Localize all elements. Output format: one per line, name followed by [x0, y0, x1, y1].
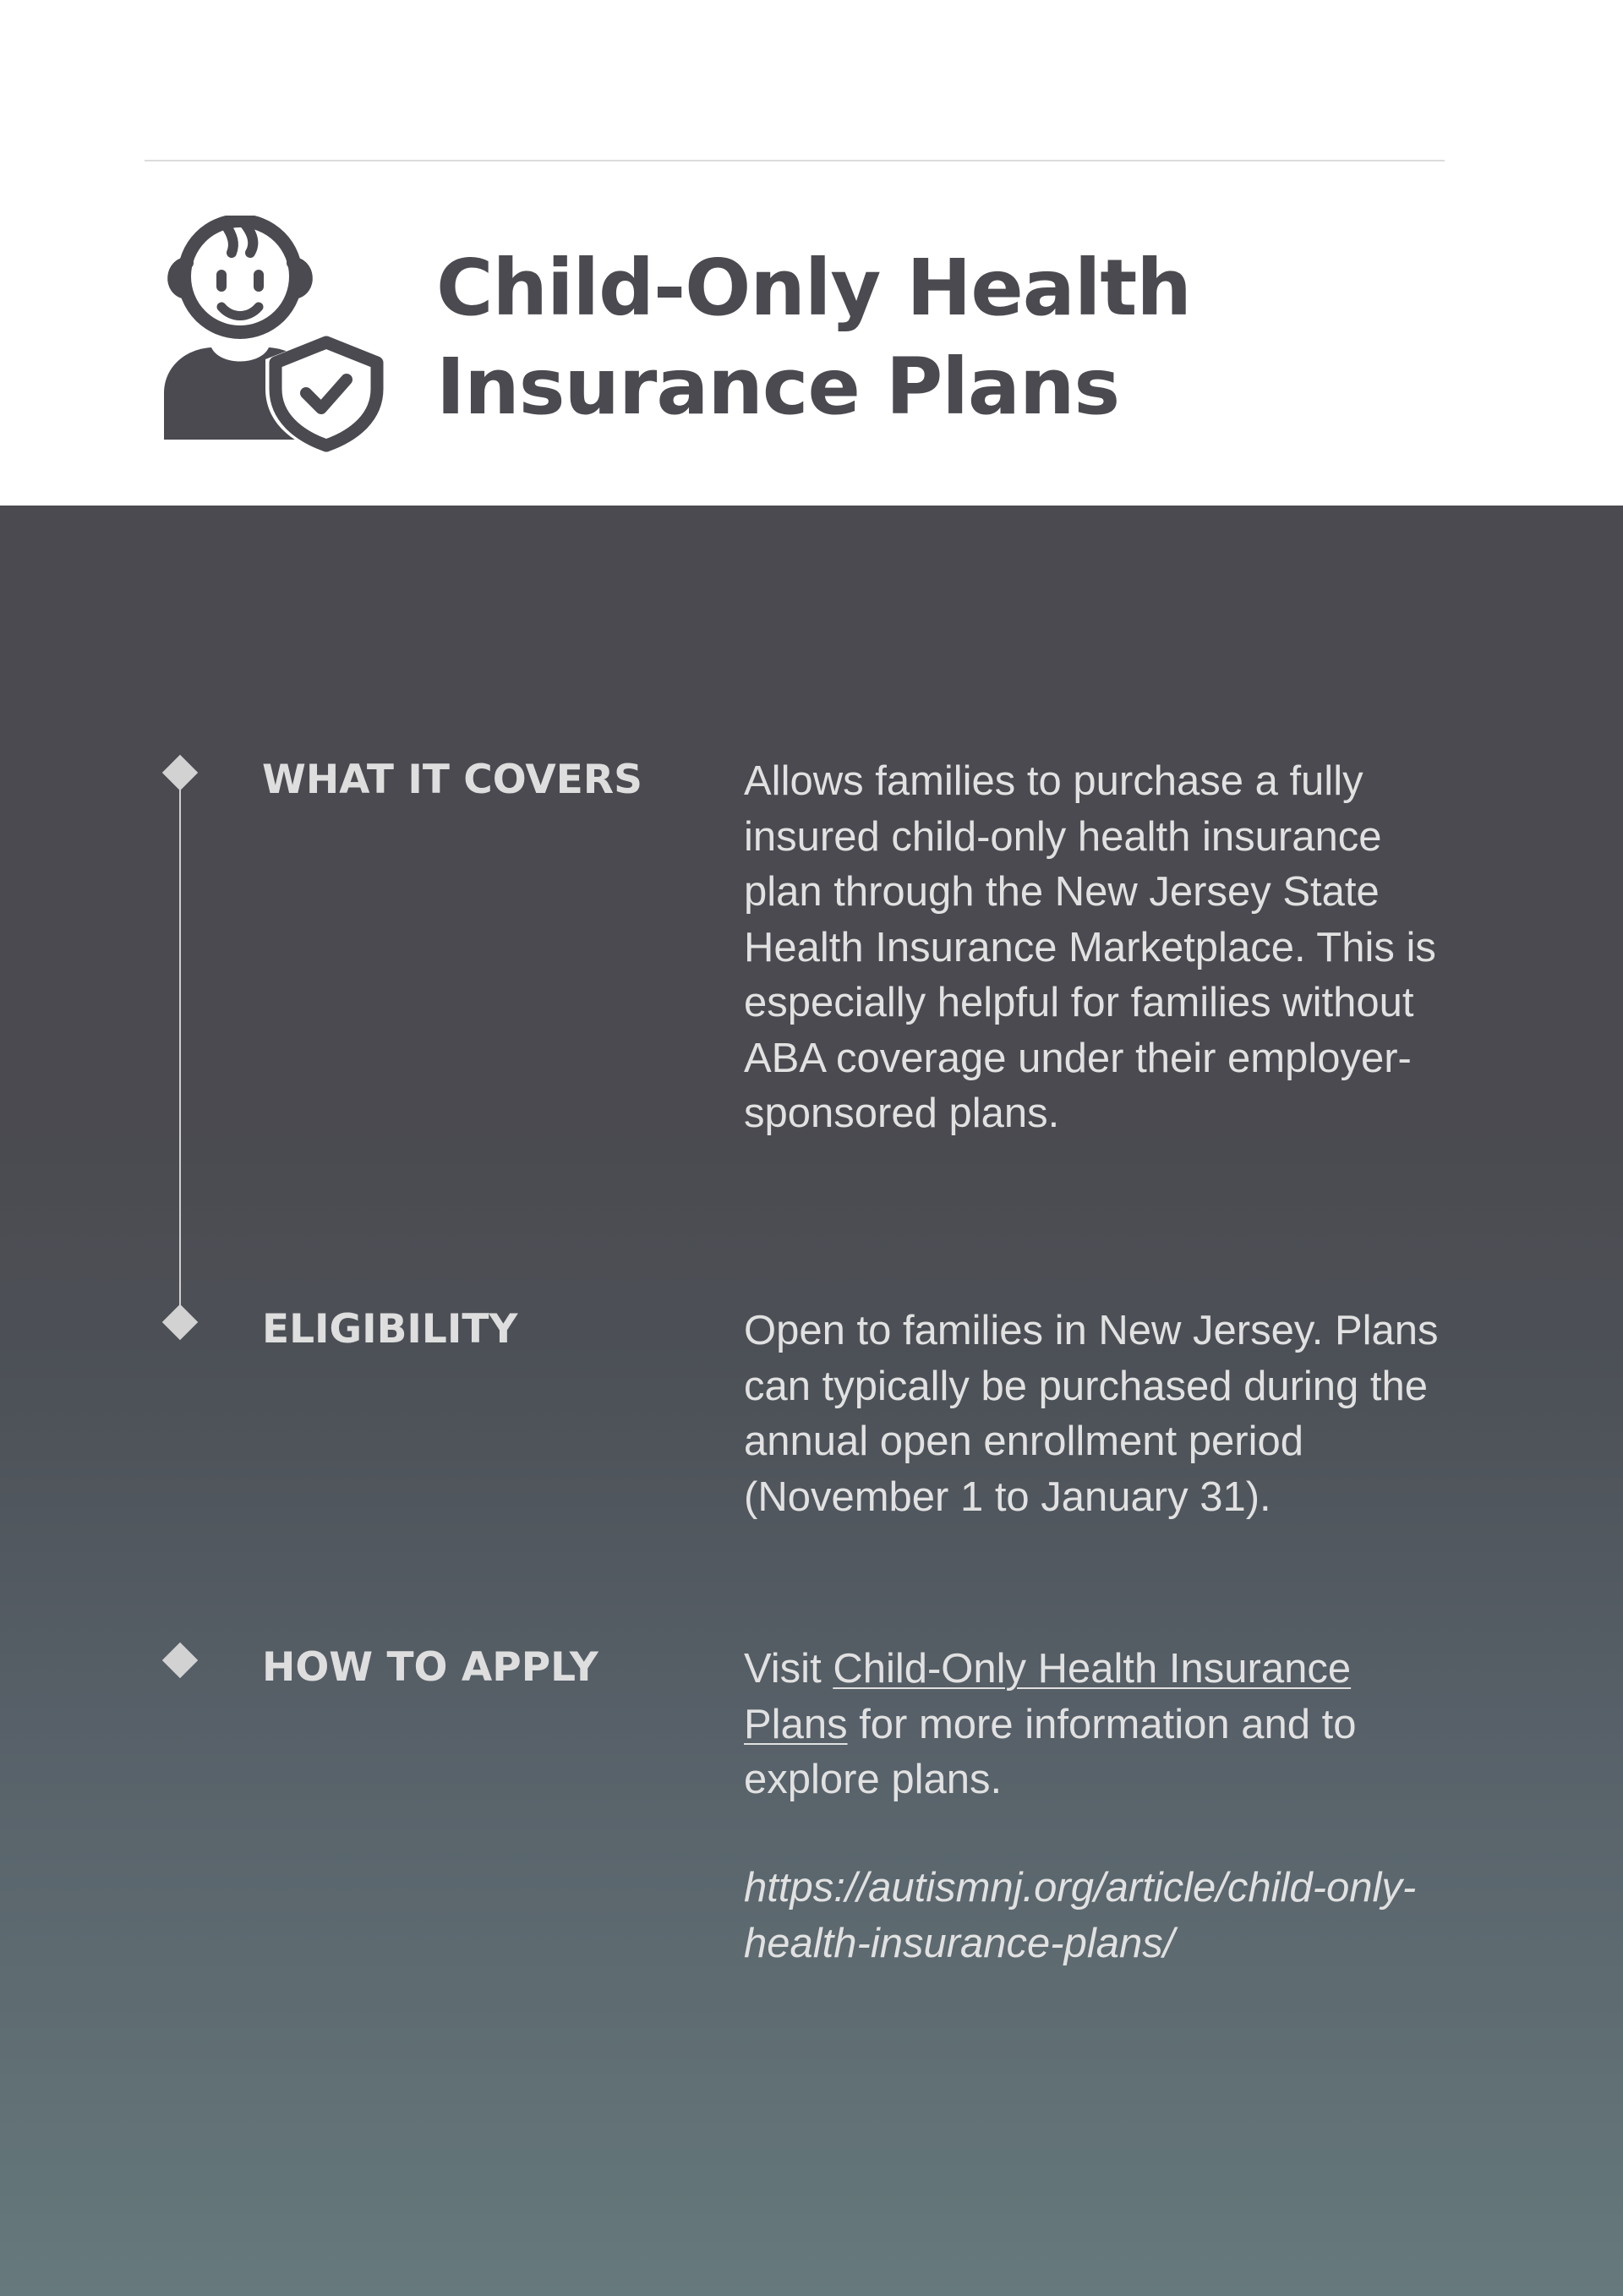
page-title-line-2: Insurance Plans: [436, 342, 1120, 432]
page-title: [436, 238, 1408, 436]
section-heading-eligibility: ELIGIBILITY: [262, 1306, 518, 1353]
section-heading-how-to-apply: HOW TO APPLY: [262, 1644, 598, 1691]
top-divider: [145, 160, 1445, 161]
info-panel: [0, 506, 1623, 2296]
section-body-how-to-apply: [744, 1642, 1462, 1808]
page-title-line-1: Child-Only Health: [436, 243, 1191, 333]
timeline-marker-covers: [162, 755, 198, 790]
timeline-line: [179, 774, 181, 1329]
how-to-apply-prefix: Visit: [744, 1646, 833, 1692]
timeline-marker-apply: [162, 1643, 198, 1678]
how-to-apply-suffix: for more information and to explore plans.: [744, 1701, 1357, 1802]
section-heading-what-it-covers: WHAT IT COVERS: [262, 757, 642, 803]
child-only-plans-link[interactable]: Child-Only Health Insurance Plans: [744, 1646, 1352, 1747]
article-url: https://autismnj.org/article/child-only-health-insurance-plans/: [744, 1865, 1417, 1966]
section-body-what-it-covers: Allows families to purchase a fully insured child-only health insurance plan through the New Jersey State Health Insurance Marketplace. This is especially helpful for families without ABA coverage under their employer-sponsored plans.: [744, 758, 1436, 1136]
timeline-marker-eligibility: [162, 1304, 198, 1340]
section-body-eligibility: Open to families in New Jersey. Plans can typically be purchased during the annual open enrollment period (November 1 to January 31).: [744, 1308, 1439, 1520]
child-with-shield-icon: [159, 216, 387, 454]
